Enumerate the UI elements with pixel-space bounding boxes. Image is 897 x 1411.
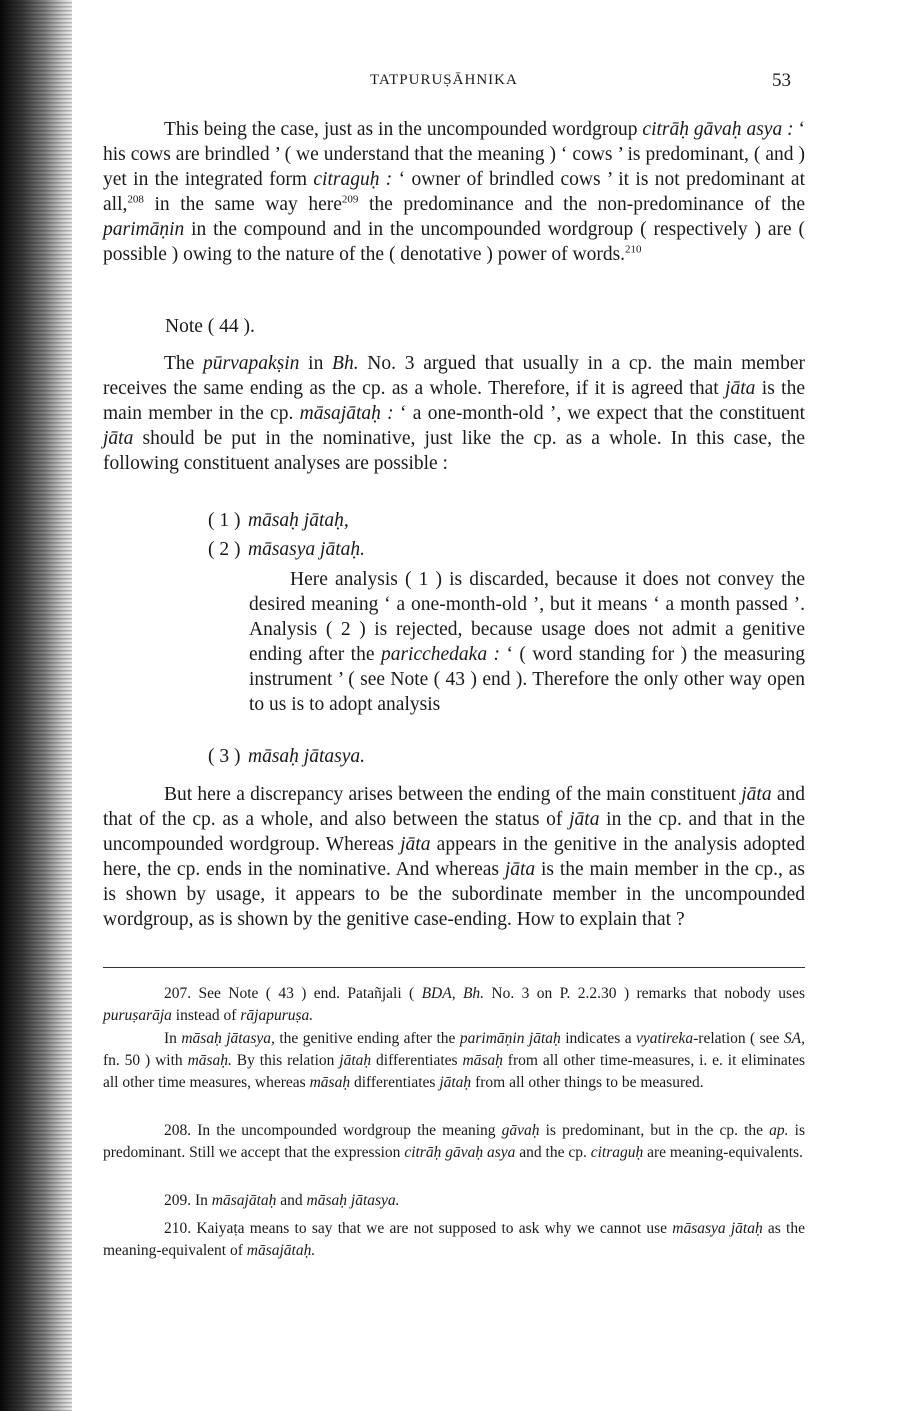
scanned-page-binding-shadow <box>0 0 72 1411</box>
footnote-divider <box>103 967 805 968</box>
analysis-item: ( 1 ) māsaḥ jātaḥ, <box>208 510 349 531</box>
analysis-discussion: Here analysis ( 1 ) is discarded, because it does not convey the desired meaning ‘ a one-month-old ’, but it means ‘ a month passed ’. Analysis ( 2 ) is rejected, because usage does not admit a genitive ending after the paricchedaka : ‘ ( word standing for ) the measuring instrument ’ ( see Note ( 43 ) end ). Therefore the only other way open to us is to adopt analysis <box>249 569 805 715</box>
footnote-210: 210. Kaiyaṭa means to say that we are not supposed to ask why we cannot use māsasya jātaḥ as the meaning-equivalent of māsajātaḥ. <box>103 1220 805 1259</box>
footnote-ref-208: 208 <box>127 193 144 206</box>
paragraph-3: But here a discrepancy arises between the ending of the main constituent jāta and that of the cp. as a whole, and also between the status of jāta in the cp. and that in the uncompounded wordgroup. Whereas jāta appears in the genitive in the analysis adopted here, the cp. ends in the nominative. And whereas jāta is the main member in the cp., as is shown by usage, it appears to be the subordinate member in the uncompounded wordgroup, as is shown by the genitive case-ending. How to explain that ? <box>103 784 806 930</box>
analysis-item: ( 3 ) māsaḥ jātasya. <box>208 746 365 767</box>
running-title: TATPURUṢĀHNIKA <box>370 72 518 88</box>
paragraph-1: This being the case, just as in the uncompounded wordgroup citrāḥ gāvaḥ asya : ‘ his cows are brindled ’ ( we understand that the meaning ) ‘ cows ’ is predominant, ( and ) yet in the integrated form citraguḥ : ‘ owner of brindled cows ’ it is not predominant at all,$^{208}$ in the same way here$^{209}$ the predominance and the non-predominance of the parimāṇin in the compound and in the uncompounded wordgroup ( respectively ) are ( possible ) owing to the nature of the ( denotative ) power of words.$^{210}$ <box>103 119 806 265</box>
page-number: 53 <box>772 70 791 91</box>
note-heading: Note ( 44 ). <box>165 316 255 337</box>
footnote-207: 207. See Note ( 43 ) end. Patañjali ( BDA, Bh. No. 3 on P. 2.2.30 ) remarks that nobody uses puruṣarāja instead of rājapuruṣa. <box>103 985 805 1024</box>
analysis-item: ( 2 ) māsasya jātaḥ. <box>208 539 365 560</box>
footnote-207-continued: In māsaḥ jātasya, the genitive ending after the parimāṇin jātaḥ indicates a vyatireka-relation ( see SA, fn. 50 ) with māsaḥ. By this relation jātaḥ differentiates māsaḥ from all other time-measures, i. e. it eliminates all other time measures, whereas māsaḥ differentiates jātaḥ from all other things to be measured. <box>103 1030 805 1091</box>
footnote-209: 209. In māsajātaḥ and māsaḥ jātasya. <box>164 1192 400 1209</box>
footnote-ref-209: 209 <box>341 193 359 206</box>
paragraph-2: The pūrvapakṣin in Bh. No. 3 argued that usually in a cp. the main member receives the same ending as the cp. as a whole. Therefore, if it is agreed that jāta is the main member in the cp. māsajātaḥ : ‘ a one-month-old ’, we expect that the constituent jāta should be put in the nominative, just like the cp. as a whole. In this case, the following constituent analyses are possible : <box>103 353 805 474</box>
footnote-ref-210: 210 <box>625 243 642 256</box>
footnote-208: 208. In the uncompounded wordgroup the meaning gāvaḥ is predominant, but in the cp. the ap. is predominant. Still we accept that the expression citrāḥ gāvaḥ asya and the cp. citraguḥ are meaning-equivalents. <box>103 1122 805 1161</box>
